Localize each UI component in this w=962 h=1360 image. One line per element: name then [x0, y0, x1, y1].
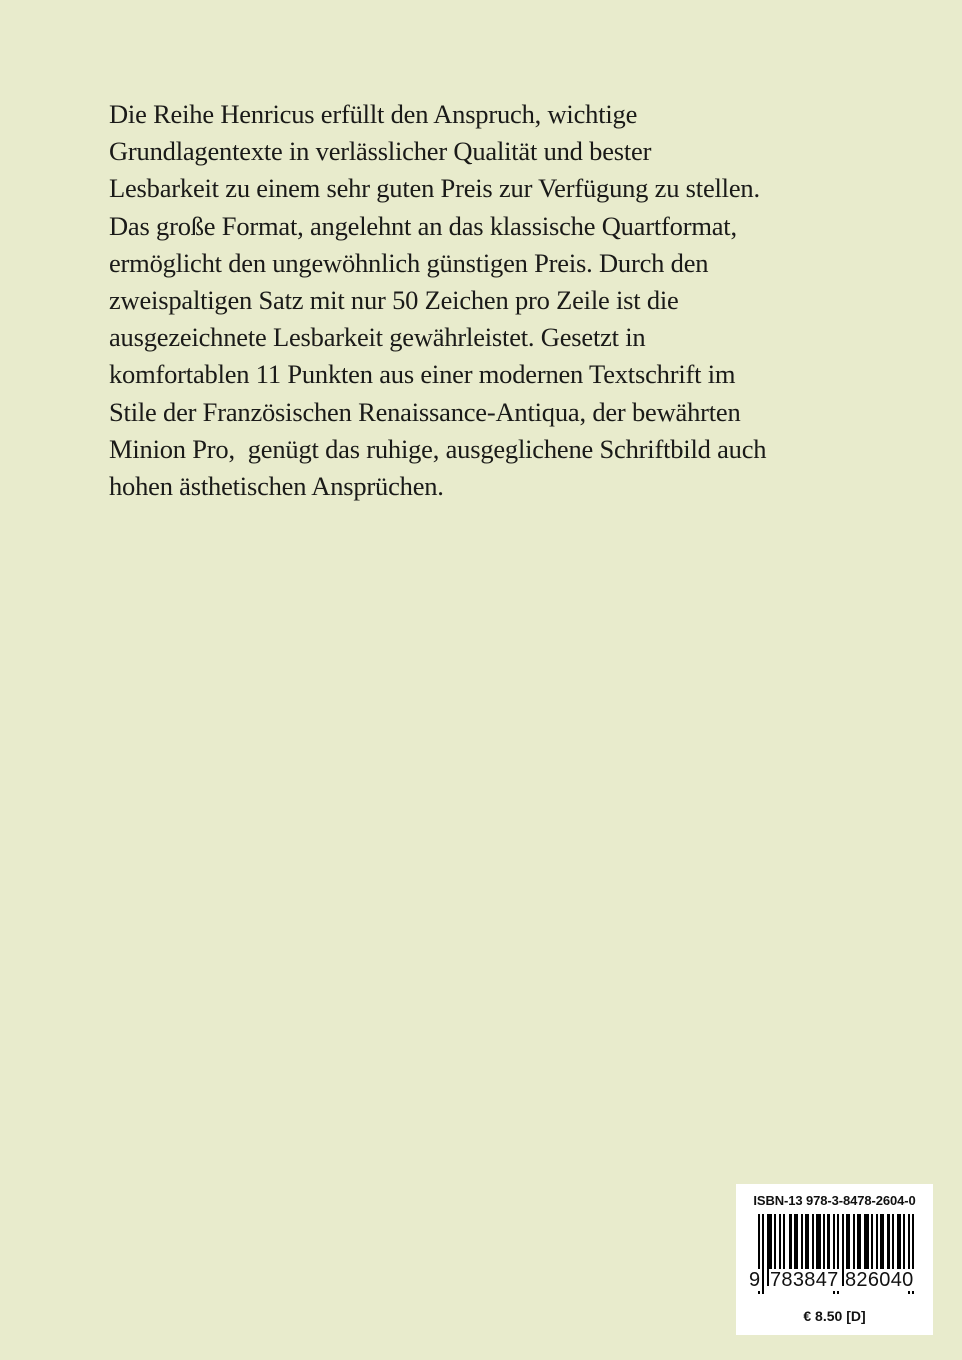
- isbn-barcode-box: [736, 1184, 933, 1335]
- blurb-line: ermöglicht den ungewöhnlich günstigen Preis. Durch den: [109, 247, 709, 278]
- barcode-right-digits: 826040: [845, 1269, 914, 1291]
- barcode-digits: [748, 1269, 924, 1291]
- blurb-line: Lesbarkeit zu einem sehr guten Preis zur Verfügung zu stellen.: [109, 173, 760, 204]
- blurb-line: komfortablen 11 Punkten aus einer modernen Textschrift im: [109, 359, 736, 390]
- blurb-line: hohen ästhetischen Ansprüchen.: [109, 471, 444, 502]
- blurb-line: zweispaltigen Satz mit nur 50 Zeichen pro Zeile ist die: [109, 285, 679, 316]
- isbn-label: ISBN-13 978-3-8478-2604-0: [753, 1193, 916, 1208]
- blurb-line: Das große Format, angelehnt an das klassische Quartformat,: [109, 210, 737, 241]
- price-label: € 8.50 [D]: [803, 1308, 866, 1324]
- blurb-line: Minion Pro, genügt das ruhige, ausgeglichene Schriftbild auch: [109, 433, 767, 464]
- barcode-lead-digit: 9: [749, 1269, 761, 1291]
- blurb-line: Grundlagentexte in verlässlicher Qualität und bester: [109, 136, 652, 167]
- blurb-line: Die Reihe Henricus erfüllt den Anspruch, wichtige: [109, 99, 638, 129]
- back-cover-blurb: [109, 96, 849, 505]
- barcode-left-digits: 783847: [770, 1269, 839, 1291]
- blurb-line: Stile der Französischen Renaissance-Antiqua, der bewährten: [109, 396, 741, 427]
- blurb-line: ausgezeichnete Lesbarkeit gewährleistet. Gesetzt in: [109, 322, 646, 353]
